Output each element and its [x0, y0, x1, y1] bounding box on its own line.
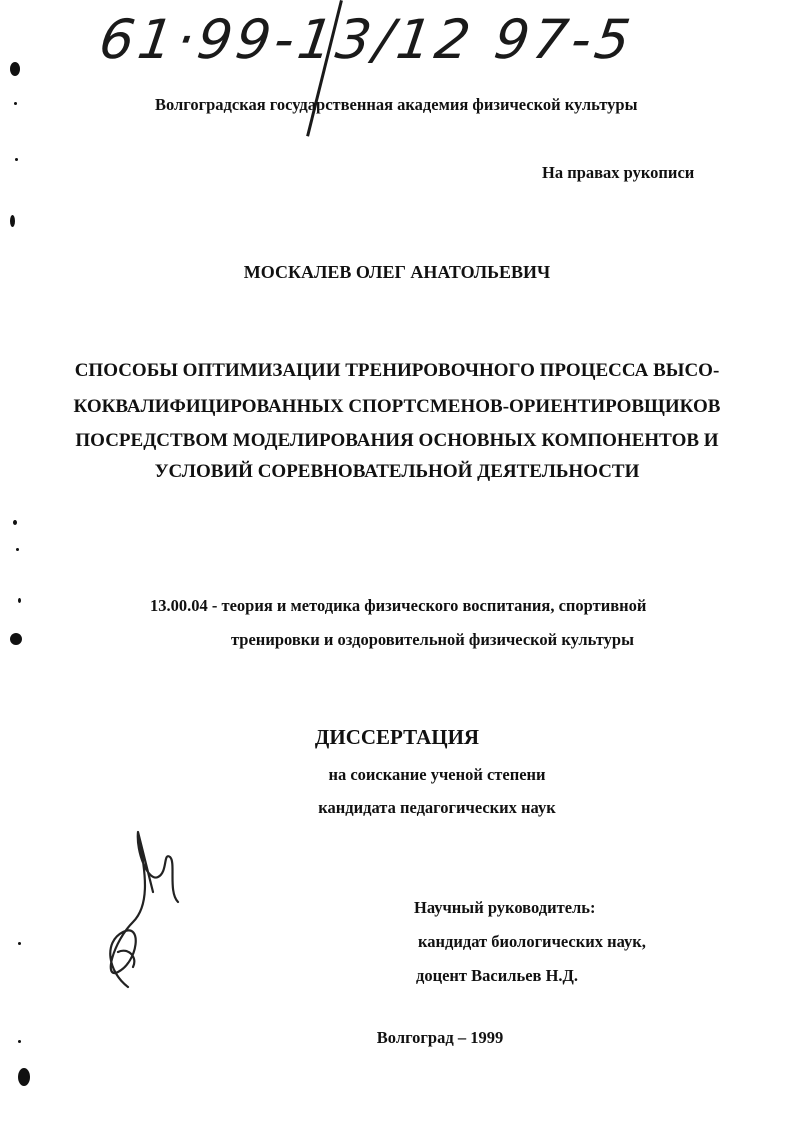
degree-sought-line-1: на соискание ученой степени	[328, 765, 546, 784]
supervisor-name: доцент Васильев Н.Д.	[416, 966, 579, 985]
scan-artifact-mark	[10, 62, 20, 76]
thesis-title-line-3: ПОСРЕДСТВОМ МОДЕЛИРОВАНИЯ ОСНОВНЫХ КОМПОНЕНТОВ И	[75, 430, 719, 451]
thesis-title-line-2: КОКВАЛИФИЦИРОВАННЫХ СПОРТСМЕНОВ-ОРИЕНТИРОВЩИКОВ	[73, 396, 721, 417]
scan-artifact-mark	[10, 633, 22, 645]
handwritten-signature	[98, 822, 188, 992]
rights-note: На правах рукописи	[542, 163, 695, 182]
supervisor-degree: кандидат биологических наук,	[418, 932, 646, 951]
specialty-line-1: 13.00.04 - теория и методика физического воспитания, спортивной	[150, 596, 647, 615]
degree-sought-line-2: кандидата педагогических наук	[318, 798, 556, 817]
document-type-heading: ДИССЕРТАЦИЯ	[314, 725, 480, 749]
scan-artifact-mark	[13, 520, 17, 525]
scan-artifact-mark	[18, 1040, 21, 1043]
scan-artifact-mark	[10, 215, 15, 227]
specialty-line-2: тренировки и оздоровительной физической культуры	[231, 630, 634, 649]
thesis-title-line-1: СПОСОБЫ ОПТИМИЗАЦИИ ТРЕНИРОВОЧНОГО ПРОЦЕССА ВЫСО-	[74, 360, 720, 381]
institution-name: Волгоградская государственная академия физической культуры	[155, 95, 638, 114]
scan-artifact-mark	[14, 102, 17, 105]
thesis-title-line-4: УСЛОВИЙ СОРЕВНОВАТЕЛЬНОЙ ДЕЯТЕЛЬНОСТИ	[154, 461, 640, 482]
supervisor-label: Научный руководитель:	[414, 898, 596, 917]
author-name: МОСКАЛЕВ ОЛЕГ АНАТОЛЬЕВИЧ	[243, 262, 551, 282]
scan-artifact-mark	[16, 548, 19, 551]
place-and-year: Волгоград – 1999	[376, 1028, 504, 1047]
scan-artifact-mark	[18, 1068, 30, 1086]
scan-artifact-mark	[18, 598, 21, 603]
scan-artifact-mark	[18, 942, 21, 945]
handwritten-catalog-number: 61·99-13/12 97-5	[95, 8, 638, 71]
scan-artifact-mark	[15, 158, 18, 161]
